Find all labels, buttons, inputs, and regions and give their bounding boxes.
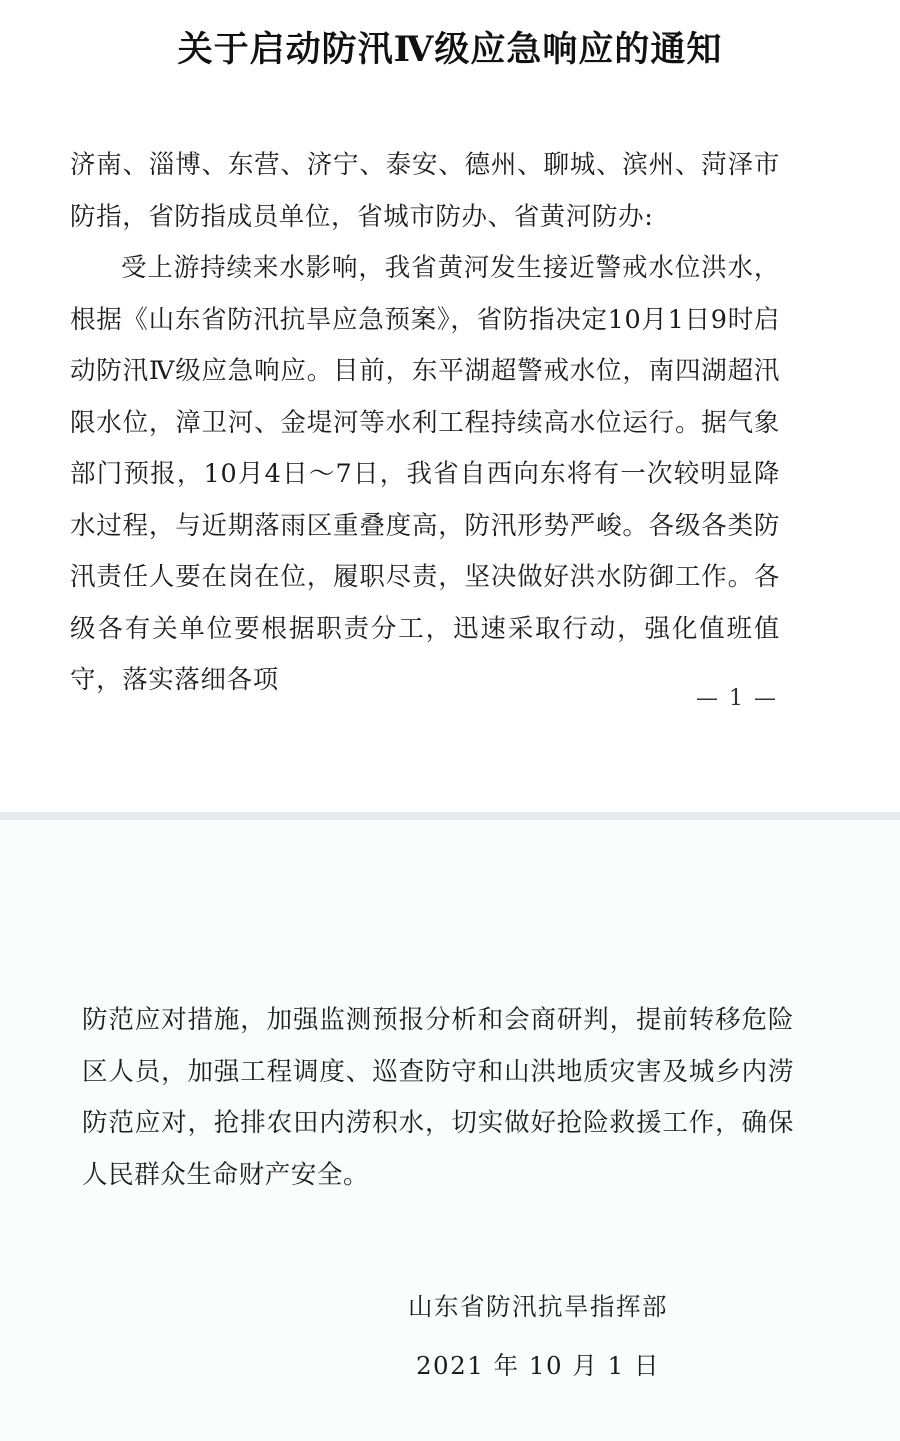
- issuer-signature: 山东省防汛抗旱指挥部: [408, 1292, 668, 1321]
- page-number: — 1 —: [696, 686, 778, 711]
- document-page-2: [0, 820, 900, 1441]
- body-paragraph: 受上游持续来水影响，我省黄河发生接近警戒水位洪水，根据《山东省防汛抗旱应急预案》，省防指决定10月1日9时启动防汛Ⅳ级应急响应。目前，东平湖超警戒水位，南四湖超汛限水位，漳卫河、金堤河等水利工程持续高水位运行。据气象部门预报，10月4日～7日，我省自西向东将有一次较明显降水过程，与近期落雨区重叠度高，防汛形势严峻。各级各类防汛责任人要在岗在位，履职尽责，坚决做好洪水防御工作。各级各有关单位要根据职责分工，迅速采取行动，强化值班值守，落实落细各项: [70, 253, 780, 695]
- page-separator: [0, 812, 900, 820]
- addressee-paragraph: 济南、淄博、东营、济宁、泰安、德州、聊城、滨州、菏泽市防指，省防指成员单位，省城市防办、省黄河防办:: [70, 150, 780, 232]
- document-title: 关于启动防汛Ⅳ级应急响应的通知: [177, 29, 723, 70]
- continuation-paragraph: 防范应对措施，加强监测预报分析和会商研判，提前转移危险区人员，加强工程调度、巡查防守和山洪地质灾害及城乡内涝防范应对，抢排农田内涝积水，切实做好抢险救援工作，确保人民群众生命财产安全。: [82, 1005, 794, 1190]
- issue-date: 2021 年 10 月 1 日: [415, 1351, 661, 1380]
